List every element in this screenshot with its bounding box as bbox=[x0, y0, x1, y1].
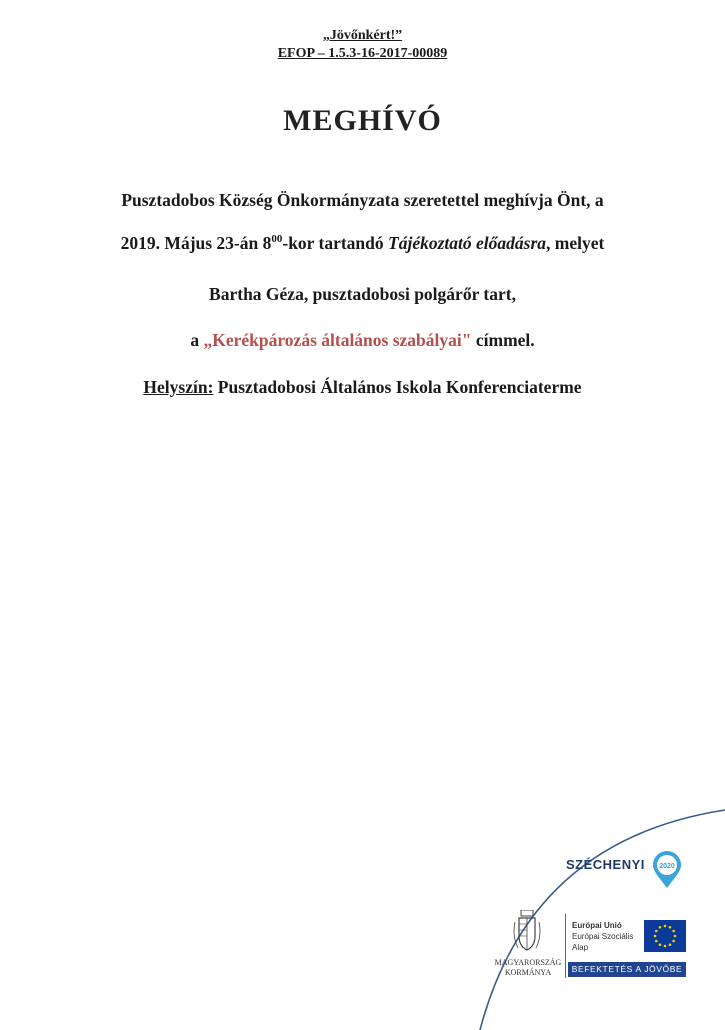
gov-line-2: KORMÁNYA bbox=[504, 968, 552, 977]
invitation-line-3 bbox=[0, 284, 725, 305]
slogan: „Jövőnkért!” bbox=[322, 28, 403, 43]
topic-title: „Kerékpározás általános szabályai" bbox=[203, 330, 472, 350]
coat-of-arms-icon bbox=[512, 910, 542, 954]
logo-divider bbox=[565, 914, 566, 978]
event-date: 2019. Május 23-án 8 bbox=[120, 233, 272, 253]
szechenyi-pin-icon bbox=[652, 851, 682, 889]
topic-prefix: a bbox=[190, 330, 204, 350]
invitation-text: Pusztadobos Község Önkormányzata szeretettel meghívja Önt, a bbox=[121, 190, 604, 210]
eu-line-3: Alap bbox=[572, 943, 589, 952]
investment-banner: BEFEKTETÉS A JÖVŐBE bbox=[568, 962, 686, 977]
eu-fund-label bbox=[572, 920, 633, 953]
invitation-line-1 bbox=[0, 190, 725, 211]
eu-flag-icon bbox=[644, 920, 686, 952]
invitation-line-2 bbox=[0, 233, 725, 254]
eu-line-1: Európai Unió bbox=[572, 921, 622, 930]
gov-line-1: MAGYARORSZÁG bbox=[494, 958, 562, 967]
presenter: Bartha Géza, pusztadobosi polgárőr tart, bbox=[209, 284, 516, 304]
event-text-end: , melyet bbox=[546, 233, 605, 253]
page-title: MEGHÍVÓ bbox=[283, 104, 442, 137]
hungarian-government-label bbox=[493, 958, 563, 978]
topic-suffix: címmel. bbox=[471, 330, 535, 350]
location-line bbox=[0, 377, 725, 398]
decorative-arc bbox=[470, 800, 725, 1030]
invitation-line-4 bbox=[0, 330, 725, 351]
event-time-superscript: 00 bbox=[271, 233, 283, 245]
event-text: -kor tartandó bbox=[282, 233, 389, 253]
eu-line-2: Európai Szociális bbox=[572, 932, 634, 941]
event-title: Tájékoztató előadásra bbox=[388, 233, 547, 253]
project-code: EFOP – 1.5.3-16-2017-00089 bbox=[277, 46, 448, 61]
location-label: Helyszín: bbox=[143, 377, 214, 397]
szechenyi-logo-text: SZÉCHENYI bbox=[566, 857, 645, 872]
location-value: Pusztadobosi Általános Iskola Konferenciaterme bbox=[213, 377, 582, 397]
document-header bbox=[0, 27, 725, 63]
szechenyi-year: 2020 bbox=[659, 863, 675, 870]
